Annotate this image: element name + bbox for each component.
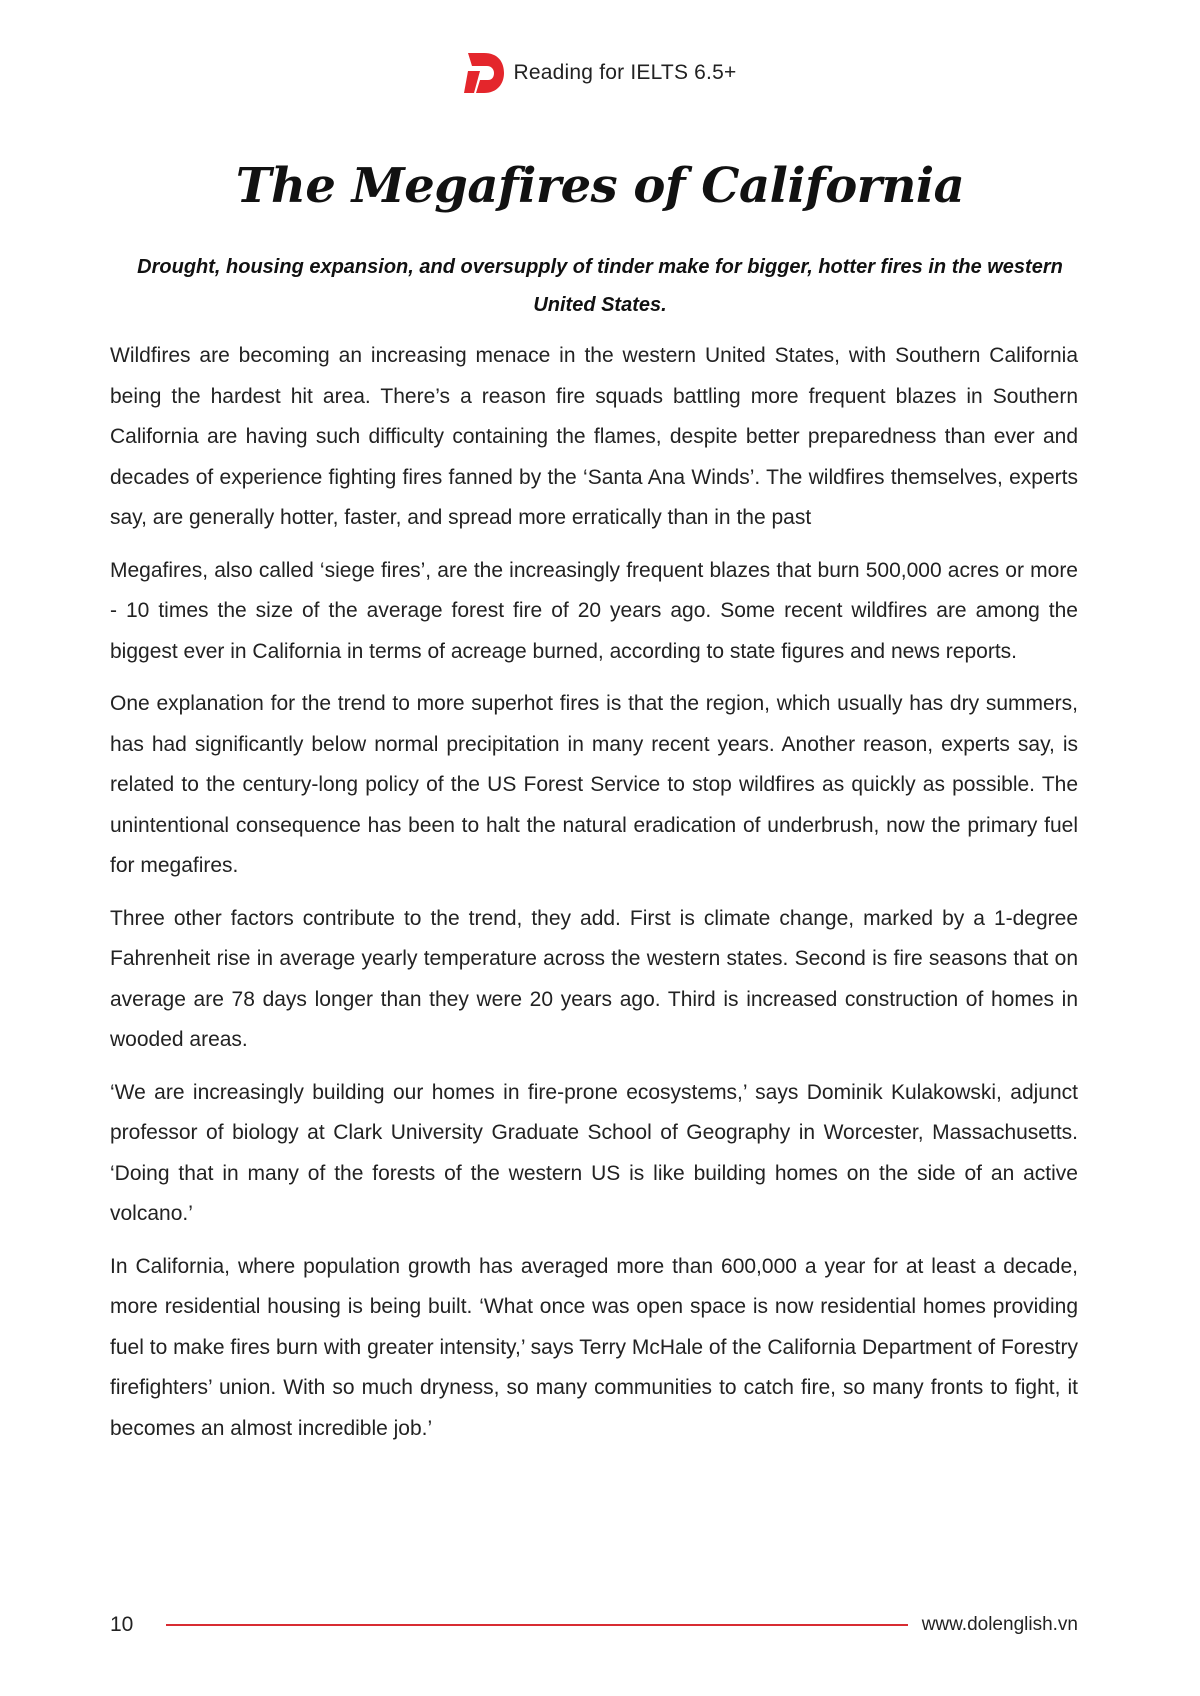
page-footer xyxy=(110,1610,1078,1640)
paragraph: One explanation for the trend to more superhot fires is that the region, which usually has dry summers, has had significantly below normal precipitation in many recent years. Another reason, experts say, is related to the century-long policy of the US Forest Service to stop wildfires as quickly as possible. The unintentional consequence has been to halt the natural eradication of underbrush, now the primary fuel for megafires. xyxy=(110,692,1078,877)
page-header xyxy=(0,50,1200,96)
page-number: 10 xyxy=(110,1613,134,1636)
paragraph: ‘We are increasingly building our homes in fire-prone ecosystems,’ says Dominik Kulakowski, adjunct professor of biology at Clark University Graduate School of Geography in Worcester, Massachusetts. ‘Doing that in many of the forests of the western US is like building homes on the side of an active volcano.’ xyxy=(110,1080,1078,1225)
paragraph: Three other factors contribute to the trend, they add. First is climate change, marked by a 1-degree Fahrenheit rise in average yearly temperature across the western states. Second is fire seasons that on average are 78 days longer than they were 20 years ago. Third is increased construction of homes in wooded areas. xyxy=(110,906,1078,1051)
header-brand-text: Reading for IELTS 6.5+ xyxy=(513,61,737,84)
article-subtitle: Drought, housing expansion, and oversupply of tinder make for bigger, hotter fires in the western United States. xyxy=(137,256,1063,316)
paragraph: In California, where population growth has averaged more than 600,000 a year for at least a decade, more residential housing is being built. ‘What once was open space is now residential homes providing fuel to make fires burn with greater intensity,’ says Terry McHale of the California Department of Forestry firefighters’ union. With so much dryness, so many communities to catch fire, so many fronts to fight, it becomes an almost incredible job.’ xyxy=(110,1254,1078,1440)
website-url: www.dolenglish.vn xyxy=(921,1614,1078,1635)
paragraph: Megafires, also called ‘siege fires’, are the increasingly frequent blazes that burn 500,000 acres or more - 10 times the size of the average forest fire of 20 years ago. Some recent wildfires are among the biggest ever in California in terms of acreage burned, according to state figures and news reports. xyxy=(110,558,1078,663)
article-title: The Megafires of California xyxy=(235,158,965,214)
article-body xyxy=(110,336,1078,1461)
footer-divider xyxy=(166,1624,908,1626)
dol-logo-icon xyxy=(464,50,506,96)
paragraph: Wildfires are becoming an increasing menace in the western United States, with Southern California being the hardest hit area. There’s a reason fire squads battling more frequent blazes in Southern California are having such difficulty containing the flames, despite better preparedness than ever and decades of experience fighting fires fanned by the ‘Santa Ana Winds’. The wildfires themselves, experts say, are generally hotter, faster, and spread more erratically than in the past xyxy=(110,344,1078,529)
